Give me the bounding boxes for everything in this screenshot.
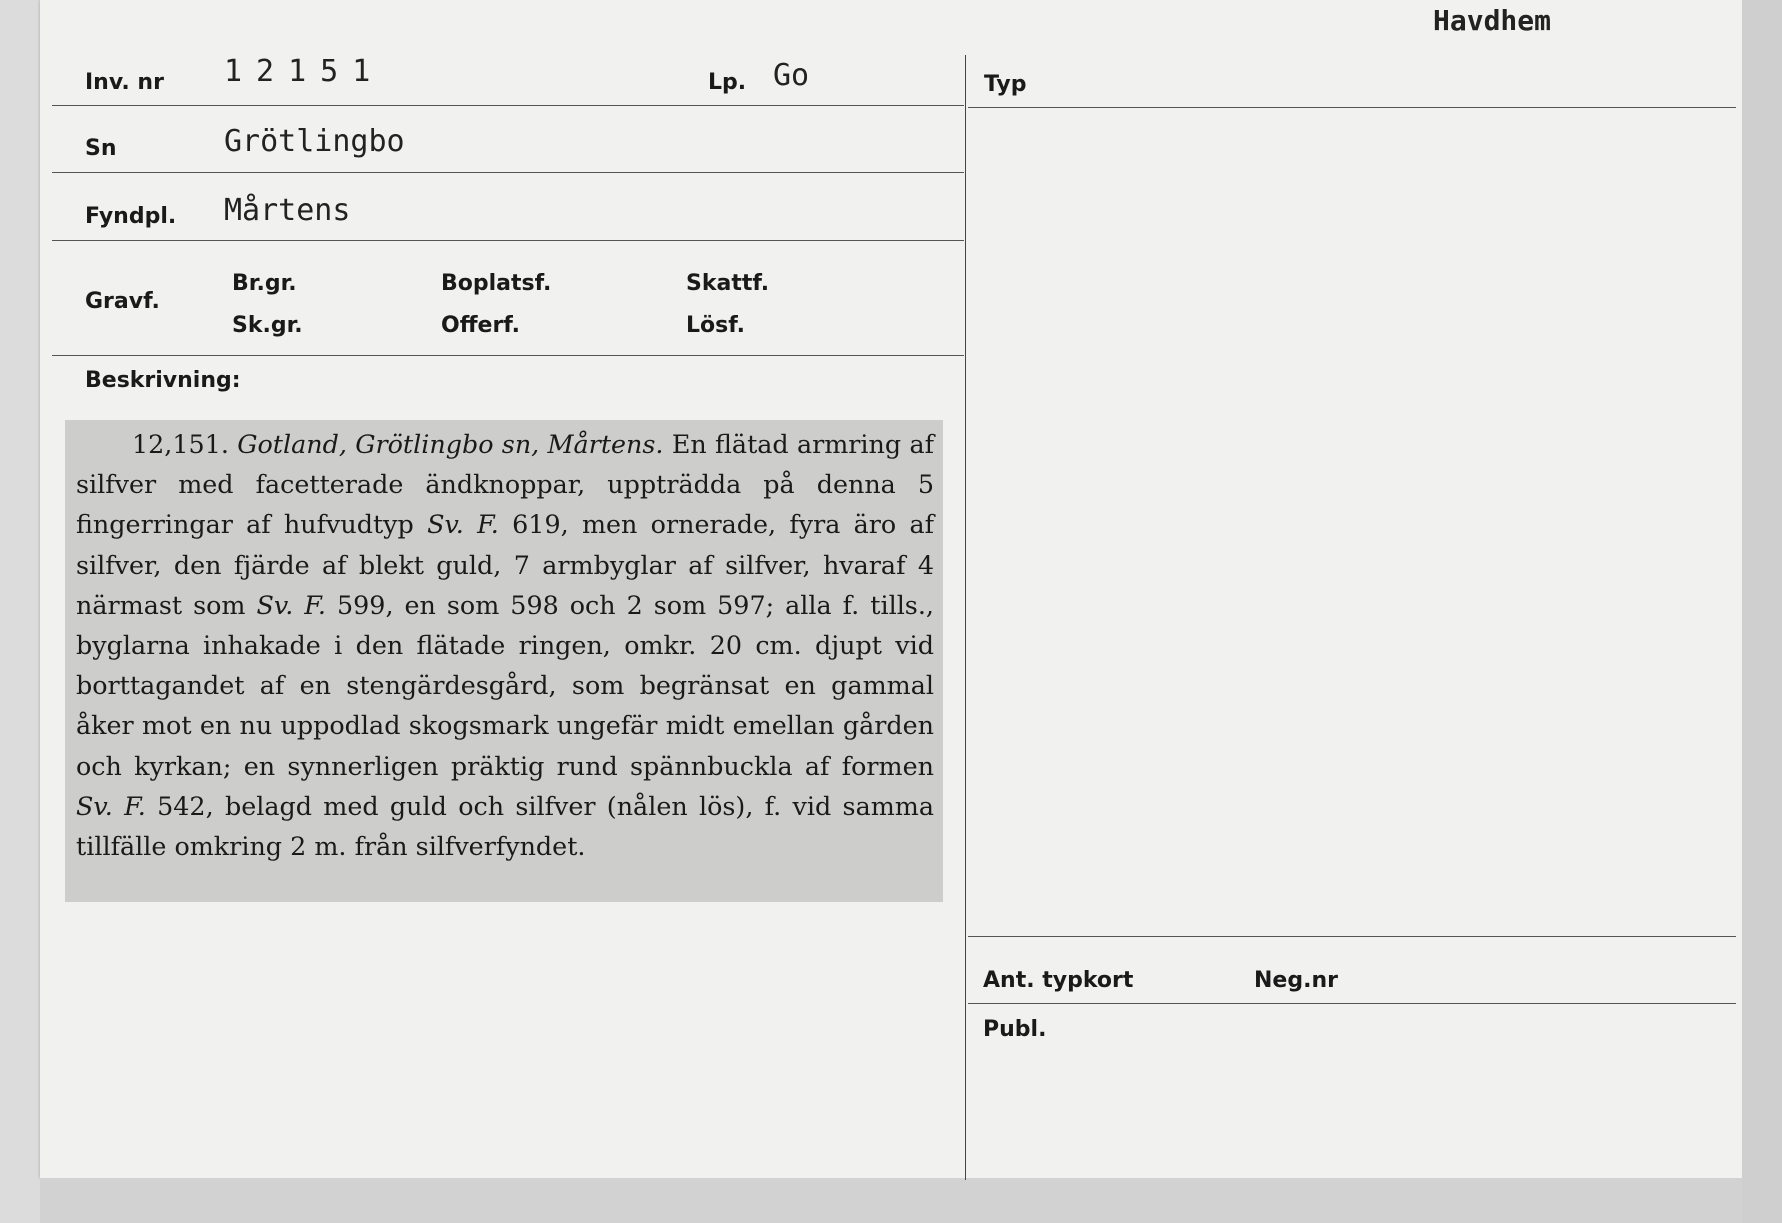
- sn-value: Grötlingbo: [224, 124, 405, 159]
- neg-nr-label: Neg.nr: [1254, 968, 1338, 993]
- offerf-label: Offerf.: [441, 313, 521, 338]
- desc-ref-3: Sv. F.: [76, 790, 146, 821]
- lp-value: Go: [773, 58, 810, 93]
- desc-text-1: En flätad armring af silfver med facetterade ändknoppar, uppträdda på denna 5 fingerringar af hufvudtyp: [76, 429, 934, 540]
- description-text: [76, 424, 934, 866]
- typ-label: Typ: [984, 72, 1027, 97]
- card-edge: [1742, 0, 1782, 1223]
- ant-typkort-label: Ant. typkort: [983, 968, 1134, 993]
- desc-text-2: 619, men ornerade, fyra äro af silfver, den fjärde af blekt guld, 7 armbyglar af silfver, hvaraf 4 närmast som: [76, 509, 935, 620]
- desc-number: 12,151.: [132, 429, 229, 459]
- divider: [968, 1003, 1736, 1004]
- inv-nr-value: 12151: [224, 54, 385, 89]
- beskrivning-label: Beskrivning:: [85, 368, 241, 393]
- skattf-label: Skattf.: [686, 271, 770, 296]
- desc-ref-1: Sv. F.: [427, 509, 499, 540]
- fyndpl-label: Fyndpl.: [85, 204, 177, 229]
- lp-label: Lp.: [708, 70, 747, 95]
- desc-ref-2: Sv. F.: [256, 589, 326, 620]
- divider: [968, 107, 1736, 108]
- boplatsf-label: Boplatsf.: [441, 271, 552, 296]
- divider: [52, 105, 964, 106]
- desc-text-3: 599, en som 598 och 2 som 597; alla f. tills., byglarna inhakade i den flätade ringen, omkr. 20 cm. djupt vid borttagandet af en stengärdesgård, som begränsat en gammal åker mot en nu uppodlad skogsmark ungefär midt emellan gården och kyrkan; en synnerligen präktig rund spännbuckla af formen: [76, 589, 934, 781]
- fyndpl-value: Mårtens: [224, 193, 351, 228]
- desc-place: Gotland, Grötlingbo sn, Mårtens.: [237, 429, 664, 459]
- corner-label: Havdhem: [1433, 4, 1552, 37]
- losf-label: Lösf.: [686, 313, 745, 338]
- divider: [968, 936, 1736, 937]
- sk-gr-label: Sk.gr.: [232, 313, 303, 338]
- publ-label: Publ.: [983, 1017, 1047, 1042]
- divider: [52, 355, 964, 356]
- sn-label: Sn: [85, 136, 117, 161]
- card-shadow: [40, 1178, 1744, 1223]
- inv-nr-label: Inv. nr: [85, 70, 164, 95]
- divider: [52, 240, 964, 241]
- column-divider: [965, 55, 966, 1180]
- gravf-label: Gravf.: [85, 289, 160, 314]
- desc-text-4: 542, belagd med guld och silfver (nålen lös), f. vid samma tillfälle omkring 2 m. från silfverfyndet.: [76, 790, 934, 862]
- br-gr-label: Br.gr.: [232, 271, 297, 296]
- divider: [52, 172, 964, 173]
